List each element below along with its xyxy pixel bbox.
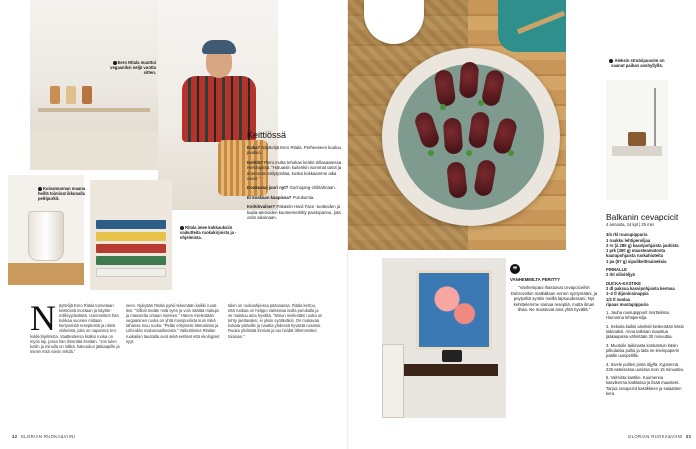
drop-cap: N [30, 298, 56, 338]
recipe-step: 5. Valmista kastike. Kuumenna kasvikerma kattilassa ja lisää mausteet. Tarjoa cevapcicit kastikkeen ja salaattien kera. [606, 375, 682, 397]
info-a-never: Purukumia. [292, 194, 315, 200]
info-a-favorite: Guchujang-chilitahnaan. [289, 185, 336, 191]
info-a-who: Näyttelijä Eero Ritala. Perheeseen kuuluu puoliso. [247, 145, 341, 156]
info-box [247, 130, 343, 224]
tip-box [510, 264, 598, 312]
sideboard-photo [606, 80, 668, 200]
info-a-tool: Pakastin Hard Face -tuotteiden ja kupla-aterioiden kuumemerkitty paistopannu, jota ostin aikoinaan. [247, 204, 341, 221]
ingredient-subhead: DUCKA-KASTIKE [606, 280, 641, 286]
info-a-kitchen: Pieni mutta tehokas keittiö Sillasaaressa Helsingissä. "Haluaisin kuitenkin isommat tasot ja enemmän säilytystilaa, koska kokkaamme aika usein." [247, 159, 342, 182]
ingredient: 2 rkl oliiviöljyä [606, 272, 635, 278]
article-text-1: äyttelijä Eero Ritala tunnetaan keittiössä inostaan ja käytännöllisyydestään. Useimmiten hän kokkaa vuosien mittaan kertyneistä resepteistä ja niistä vinkeistä, joita on napannut tv:n kokkiohjelmista. Vaatteidensa lisäksi ruoka on myös laji, jossa hän ilmentää itseään. "Jos tulen kotiin ja minulla on nälkä, hakeudun jääkaapille ja mietin mitä voisin tehdä." [30, 303, 120, 354]
article-column-2 [126, 303, 222, 346]
left-folio [12, 434, 75, 439]
ingredient-subhead: PINNALLE [606, 267, 627, 273]
ingredient: 2 dl paksua kasvipohjaista kermaa [606, 285, 675, 291]
recipe-step: 3. Muotoile taikinasta kostutetuin käsin pitkulaisia pullia ja laita ne leivinpaperin päälle uunipellille. [606, 342, 680, 359]
cookbooks-photo [90, 180, 172, 290]
caption-books: Ritala imee kokkauksiin vaikutteita ruokakirjoista ja -ohjelmista. [180, 225, 237, 240]
caption-kitchen: Eero Ritala muuttui vegaaniksi neljä vuotta sitten. [110, 60, 156, 75]
ingredient: 1 prk (300 g) mausteamatonta kaurapohjaista ruokahiuteita [606, 248, 666, 259]
ingredient: 1/2 tl suolaa [606, 296, 630, 302]
info-q-tool: Keittiövaline? [247, 204, 276, 210]
left-brand: GLORIAN RUOKA&VIINI [20, 434, 76, 439]
info-title: Keittiössä [247, 130, 287, 140]
ingredient: ripaus mustapippuria [606, 301, 649, 307]
info-q-favorite: Koukussa juuri nyt? [247, 185, 289, 191]
recipe-step: 1. Jauha ruusupippurit morttelissa. Hienonna lehtipersilja. [606, 310, 671, 321]
article-column-3 [228, 303, 324, 341]
info-q-who: Kuka? [247, 145, 261, 150]
right-brand: GLORIAN RUOKA&VIINI [628, 434, 683, 439]
article-text-2: seen. Nykyään Ritala pyrkii tekemään kaikki ruoat itse. "Silloin tiedän mitä syön ja voin säätää makuja ja mausteita omaan mieleen." Hänen mielestään vegaaninen ruoka on yhtä monipuolista kuin mikä tahansa muu ruoka. "Pidän erityisesti itämaisista ja Lähi-idän makumaailmoista." Vaikuttimina Ritalan ruokailun taustalla ovat sekä eettiset että ekologiset syyt. [126, 303, 220, 344]
left-page-number: 32 [12, 434, 18, 439]
caption-cookbooks: Kuivamuonan maana heillä toimivat ikkunalla peltipurkit. [38, 186, 86, 201]
recipe-step: 2. Sekoita kaikki aineksit keskenään käsin taikinaksi. Anna taikinan maustua jääkaapissa vähintään 30 minuuttia. [606, 323, 684, 340]
right-folio [628, 434, 691, 439]
kitchen-photo [30, 0, 158, 170]
ingredient: 1–2 tl dijoninsinappia [606, 291, 649, 297]
ingredient: 2 rs (á 280 g) kaavipohjaista jauhista [606, 242, 679, 248]
info-q-kitchen: Keittiö? [247, 159, 263, 165]
quote-icon: ❞ [510, 264, 520, 274]
tip-heading: VANHEMMILTA PERITTY [510, 277, 560, 282]
caption-sideboard: Aleksin strutsipuuvim on saanut paikan avohyllyllä. [611, 58, 665, 68]
info-q-never: Ei koskaan kaapissa? [247, 194, 292, 200]
recipe-step: 4. Sivele pullien pinta öljyllä. Kypsennä 225-asteisessa uunissa noin 15 minuuttia. [606, 361, 684, 372]
article-column-1 [30, 298, 120, 356]
ingredient: 1 ruukku lehtipersiljaa [606, 237, 651, 243]
ingredient: 1 pa (57 g) sipulikeittoaineksia [606, 258, 667, 264]
article-text-3: takin on ruokaohjeissa pääosassa. Ritala kertoo, että ruokaa on helppo valmistaa isolla porukalla ja se maistuu aina hyvältä. "Minun mielestäni ruoka on tehty jaettavaksi, ei yksin syötäväksi. On mukavaa kokata ystäville ja nauttia yhdessä hyvästä ruoasta. Ruoka yhdistää ihmisiä ja tuo heidät lähemmäksi toisiaan." [228, 303, 323, 339]
recipe-meta: 4 annosta, 14 kpl | 25 min [606, 222, 654, 227]
cevapcici-dish-photo [348, 0, 566, 250]
right-page-number: 33 [685, 434, 692, 439]
interior-photo [382, 258, 506, 418]
ingredient: 3/4 rkl ruusupippuria [606, 232, 648, 238]
tip-quote: "Vanhempani ihastuivat cevapciceihin Dubrovnikin matkallaan ennen syntymääni, ja pöytyöltä syötiin meillä lapsuudessani. Nyt kehittelemme samaa reseptiä, mutta ilman lihaa. Ne maistuvat aina yhtä hyvältä." [510, 285, 598, 313]
recipe-box [606, 212, 684, 396]
recipe-title: Balkanin cevapcicit [606, 212, 679, 222]
